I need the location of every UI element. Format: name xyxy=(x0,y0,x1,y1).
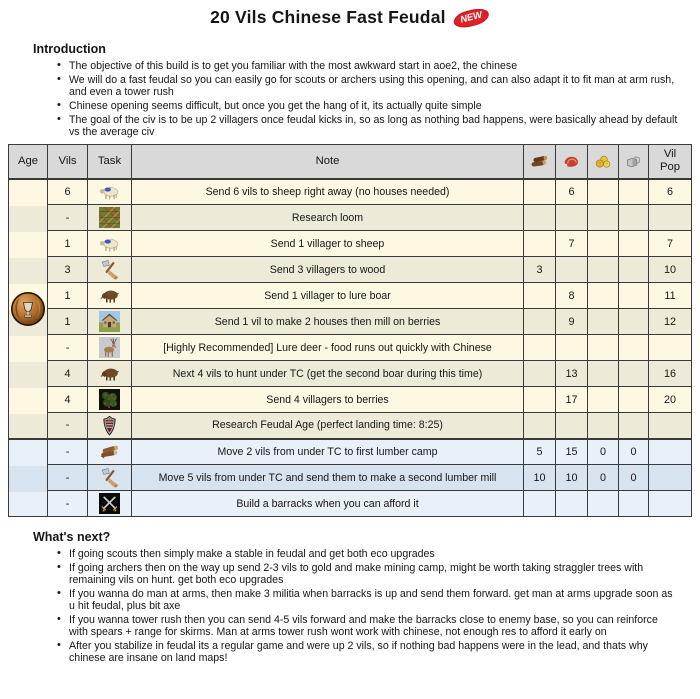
introduction-list xyxy=(57,60,678,138)
vils-count: - xyxy=(48,491,88,517)
task-cell xyxy=(88,231,132,257)
whats-next-bullet: • If you wanna do man at arms, then make 3 militia when barracks is up and send them forward. get man at arms upgrade soon as u hit feudal, plus bit axe xyxy=(57,588,678,612)
vil-pop-count xyxy=(649,413,692,439)
age-cell-dark-age xyxy=(9,179,48,439)
col-header-vil-pop xyxy=(649,145,692,179)
col-header-stone xyxy=(619,145,649,179)
vils-count: - xyxy=(48,413,88,439)
vil-pop-count: 6 xyxy=(649,179,692,205)
lumber-logs-icon xyxy=(99,441,120,462)
barracks-icon xyxy=(99,493,120,514)
stone-icon xyxy=(624,154,643,169)
sheep-icon xyxy=(99,181,120,202)
stone-count: 0 xyxy=(619,439,649,465)
task-cell xyxy=(88,309,132,335)
gold-count xyxy=(588,205,619,231)
wood-icon xyxy=(530,154,549,169)
gold-count: 0 xyxy=(588,465,619,491)
wood-count: 5 xyxy=(524,439,556,465)
table-row xyxy=(9,257,692,283)
note-text: Send 3 villagers to wood xyxy=(132,257,524,283)
vil-pop-count: 10 xyxy=(649,257,692,283)
vil-pop-count: 7 xyxy=(649,231,692,257)
table-row xyxy=(9,335,692,361)
task-cell xyxy=(88,413,132,439)
stone-count xyxy=(619,361,649,387)
task-cell xyxy=(88,439,132,465)
table-row xyxy=(9,283,692,309)
gold-icon xyxy=(594,154,613,169)
whats-next-bullet: • If you wanna tower rush then you can send 4-5 vils forward and make the barracks close to enemy base, so you can reinforce with spears + range for skirms. Man at arms tower rush wont work with chinese, not enough res to afford it early on xyxy=(57,614,678,638)
vils-count: 1 xyxy=(48,309,88,335)
age-cell-feudal-age xyxy=(9,439,48,517)
stone-count xyxy=(619,231,649,257)
food-count: 6 xyxy=(556,179,588,205)
food-count: 13 xyxy=(556,361,588,387)
whats-next-heading: What's next? xyxy=(33,530,111,544)
page-header xyxy=(0,0,700,29)
food-count xyxy=(556,335,588,361)
stone-count xyxy=(619,179,649,205)
food-count: 10 xyxy=(556,465,588,491)
note-text: Move 2 vils from under TC to first lumber camp xyxy=(132,439,524,465)
wood-count: 3 xyxy=(524,257,556,283)
stone-count xyxy=(619,491,649,517)
sheep-icon xyxy=(99,233,120,254)
food-count: 9 xyxy=(556,309,588,335)
table-row xyxy=(9,231,692,257)
col-header-task: Task xyxy=(88,145,132,179)
berries-icon xyxy=(99,389,120,410)
wood-count xyxy=(524,283,556,309)
page-title: 20 Vils Chinese Fast Feudal xyxy=(210,7,446,27)
vils-count: 4 xyxy=(48,387,88,413)
table-row xyxy=(9,205,692,231)
table-header-row xyxy=(9,145,692,179)
vil-pop-line2: Pop xyxy=(659,161,681,174)
stone-count xyxy=(619,205,649,231)
vils-count: 3 xyxy=(48,257,88,283)
stone-count xyxy=(619,387,649,413)
table-row xyxy=(9,491,692,517)
intro-bullet: • Chinese opening seems difficult, but once you get the hang of it, its actually quite simple xyxy=(57,100,678,112)
table-row xyxy=(9,413,692,439)
table-row xyxy=(9,309,692,335)
gold-count: 0 xyxy=(588,439,619,465)
vil-pop-count: 20 xyxy=(649,387,692,413)
col-header-age: Age xyxy=(9,145,48,179)
introduction-heading: Introduction xyxy=(33,42,106,56)
task-cell xyxy=(88,387,132,413)
intro-bullet: • The objective of this build is to get you familiar with the most awkward start in aoe2, the chinese xyxy=(57,60,678,72)
wood-count xyxy=(524,309,556,335)
whats-next-bullet: • After you stabilize in feudal its a regular game and were up 2 vils, so if nothing bad happens were in the lead, and thats why chinese are insane on land maps! xyxy=(57,640,678,664)
vils-count: - xyxy=(48,465,88,491)
wood-count: 10 xyxy=(524,465,556,491)
task-cell xyxy=(88,257,132,283)
gold-count xyxy=(588,491,619,517)
stone-count xyxy=(619,283,649,309)
gold-count xyxy=(588,335,619,361)
note-text: Send 6 vils to sheep right away (no houses needed) xyxy=(132,179,524,205)
vil-pop-count: 16 xyxy=(649,361,692,387)
col-header-food xyxy=(556,145,588,179)
wood-count xyxy=(524,231,556,257)
vils-count: 1 xyxy=(48,231,88,257)
note-text: Research Feudal Age (perfect landing time: 8:25) xyxy=(132,413,524,439)
task-cell xyxy=(88,205,132,231)
vil-pop-count xyxy=(649,491,692,517)
dark-age-icon xyxy=(10,291,46,327)
stone-count xyxy=(619,257,649,283)
note-text: Send 4 villagers to berries xyxy=(132,387,524,413)
table-row xyxy=(9,465,692,491)
note-text: Build a barracks when you can afford it xyxy=(132,491,524,517)
build-order-table xyxy=(8,144,692,517)
note-text: Send 1 villager to lure boar xyxy=(132,283,524,309)
whats-next-list xyxy=(57,548,678,664)
task-cell xyxy=(88,283,132,309)
note-text: Move 5 vils from under TC and send them to make a second lumber mill xyxy=(132,465,524,491)
table-row xyxy=(9,361,692,387)
vil-pop-count: 12 xyxy=(649,309,692,335)
house-icon xyxy=(99,311,120,332)
note-text: Next 4 vils to hunt under TC (get the second boar during this time) xyxy=(132,361,524,387)
col-header-note: Note xyxy=(132,145,524,179)
new-badge: NEW xyxy=(452,6,491,30)
food-count: 15 xyxy=(556,439,588,465)
wood-count xyxy=(524,491,556,517)
boar-icon xyxy=(99,285,120,306)
gold-count xyxy=(588,387,619,413)
col-header-gold xyxy=(588,145,619,179)
gold-count xyxy=(588,283,619,309)
stone-count xyxy=(619,309,649,335)
wood-count xyxy=(524,387,556,413)
vil-pop-count xyxy=(649,205,692,231)
col-header-wood xyxy=(524,145,556,179)
food-count xyxy=(556,205,588,231)
table-row xyxy=(9,387,692,413)
table-row xyxy=(9,439,692,465)
food-count xyxy=(556,491,588,517)
vil-pop-count: 11 xyxy=(649,283,692,309)
boar-icon xyxy=(99,363,120,384)
wood-count xyxy=(524,413,556,439)
food-count: 7 xyxy=(556,231,588,257)
food-icon xyxy=(562,154,581,169)
wood-count xyxy=(524,205,556,231)
intro-bullet: • We will do a fast feudal so you can easily go for scouts or archers using this opening, and can also adapt it to fit man at arm rush, and even a tower rush xyxy=(57,74,678,98)
task-cell xyxy=(88,465,132,491)
vil-pop-count xyxy=(649,439,692,465)
vil-pop-line1: Vil xyxy=(663,148,677,161)
intro-bullet: • The goal of the civ is to be up 2 villagers once feudal kicks in, so as long as nothing bad happens, were basically ahead by default vs the average civ xyxy=(57,114,678,138)
task-cell xyxy=(88,335,132,361)
deer-icon xyxy=(99,337,120,358)
table-row xyxy=(9,179,692,205)
task-cell xyxy=(88,361,132,387)
gold-count xyxy=(588,413,619,439)
vils-count: - xyxy=(48,439,88,465)
wood-axe-icon xyxy=(99,467,120,488)
vils-count: 1 xyxy=(48,283,88,309)
col-header-vils: Vils xyxy=(48,145,88,179)
vils-count: 4 xyxy=(48,361,88,387)
wood-axe-icon xyxy=(99,259,120,280)
gold-count xyxy=(588,257,619,283)
gold-count xyxy=(588,361,619,387)
vil-pop-count xyxy=(649,335,692,361)
food-count: 17 xyxy=(556,387,588,413)
gold-count xyxy=(588,309,619,335)
wood-count xyxy=(524,361,556,387)
food-count: 8 xyxy=(556,283,588,309)
gold-count xyxy=(588,231,619,257)
stone-count xyxy=(619,413,649,439)
vils-count: 6 xyxy=(48,179,88,205)
whats-next-bullet: • If going archers then on the way up send 2-3 vils to gold and make mining camp, might be worth taking straggler trees with remaining vils on hunt. get both eco upgrades xyxy=(57,562,678,586)
note-text: Research loom xyxy=(132,205,524,231)
vils-count: - xyxy=(48,205,88,231)
note-text: Send 1 villager to sheep xyxy=(132,231,524,257)
feudal-age-icon xyxy=(99,415,120,436)
stone-count: 0 xyxy=(619,465,649,491)
whats-next-bullet: • If going scouts then simply make a stable in feudal and get both eco upgrades xyxy=(57,548,678,560)
gold-count xyxy=(588,179,619,205)
stone-count xyxy=(619,335,649,361)
build-table-body xyxy=(9,179,692,517)
note-text: [Highly Recommended] Lure deer - food runs out quickly with Chinese xyxy=(132,335,524,361)
food-count xyxy=(556,257,588,283)
task-cell xyxy=(88,491,132,517)
food-count xyxy=(556,413,588,439)
loom-icon xyxy=(99,207,120,228)
vil-pop-count xyxy=(649,465,692,491)
wood-count xyxy=(524,179,556,205)
vils-count: - xyxy=(48,335,88,361)
task-cell xyxy=(88,179,132,205)
note-text: Send 1 vil to make 2 houses then mill on berries xyxy=(132,309,524,335)
wood-count xyxy=(524,335,556,361)
